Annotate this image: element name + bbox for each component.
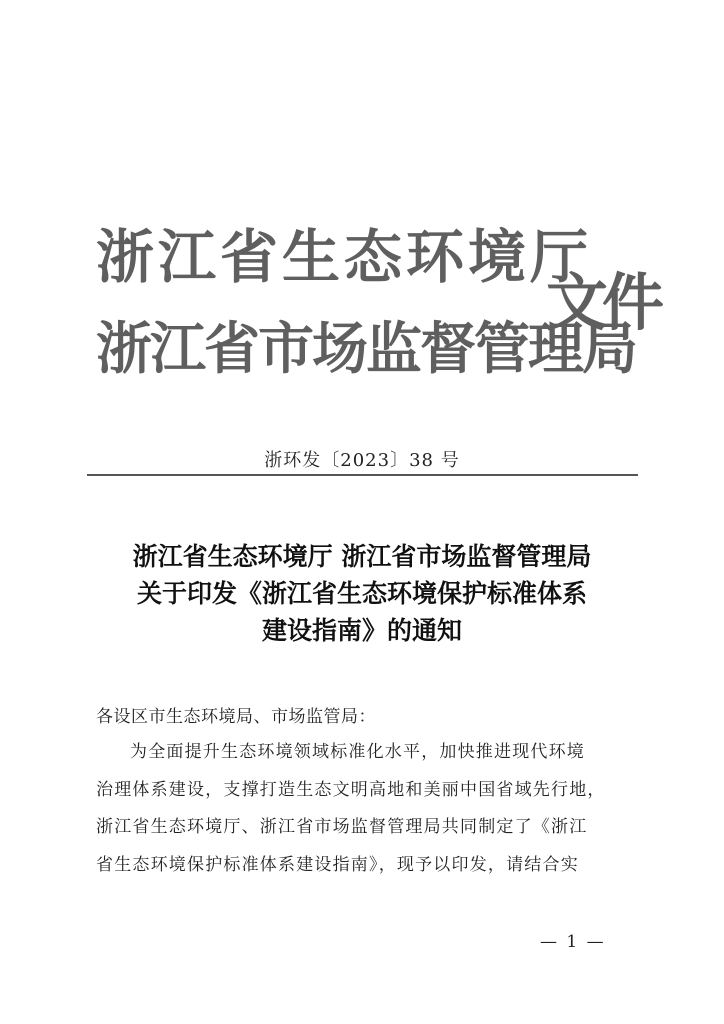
header-divider (87, 474, 638, 476)
title-line-3: 建设指南》的通知 (261, 616, 462, 645)
paragraph-line: 为全面提升生态环境领域标准化水平，加快推进现代环境 (130, 742, 585, 762)
salutation: 各设区市生态环境局、市场监管局： (96, 707, 376, 727)
paragraph-line: 治理体系建设，支撑打造生态文明高地和美丽中国省域先行地， (96, 779, 606, 800)
paragraph-line: 浙江省生态环境厅、浙江省市场监督管理局共同制定了《浙江 (96, 817, 588, 837)
document-number: 浙环发〔2023〕38 号 (264, 450, 460, 471)
page-number: — 1 — (540, 932, 606, 952)
body-paragraph (96, 734, 630, 884)
document-title (0, 538, 724, 649)
document-word: 文件 (546, 266, 659, 339)
issuing-org-2: 浙江省市场监督管理局 (96, 317, 636, 382)
issuing-org-1: 浙江省生态环境厅 (96, 223, 593, 291)
title-line-2: 关于印发《浙江省生态环境保护标准体系 (136, 579, 587, 608)
title-line-1: 浙江省生态环境厅 浙江省市场监督管理局 (132, 542, 592, 571)
paragraph-line: 省生态环境保护标准体系建设指南》，现予以印发，请结合实 (96, 854, 579, 875)
